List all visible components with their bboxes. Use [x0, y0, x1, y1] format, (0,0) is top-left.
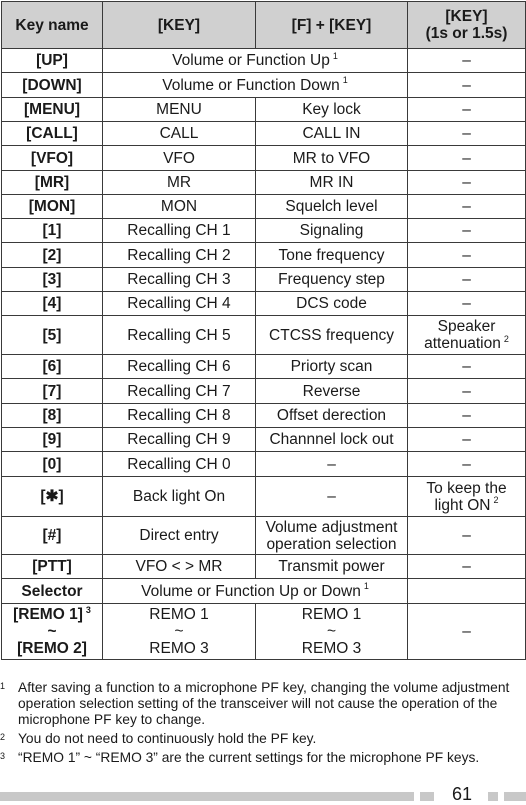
cell-text: Key lock [302, 101, 361, 118]
key-name-cell: [5] [2, 316, 103, 355]
table-row [2, 579, 526, 604]
key-function-cell: Direct entry [103, 517, 256, 555]
table-row [2, 292, 526, 316]
cell-text: Priorty scan [290, 358, 373, 375]
long-press-cell [408, 73, 526, 98]
key-function-cell: Recalling CH 9 [103, 428, 256, 452]
key-name-cell: [7] [2, 379, 103, 404]
footnote: 2 You do not need to continuously hold the PF key. [0, 731, 317, 746]
footnote-ref: 1 [342, 75, 348, 86]
cell-text: CALL IN [302, 125, 361, 142]
cell-text: – [462, 174, 471, 191]
cell-text: – [462, 52, 471, 69]
long-press-cell [408, 452, 526, 477]
cell-text: MR to VFO [292, 149, 371, 167]
cell-text: Squelch level [285, 198, 378, 215]
key-name-cell: [MENU] [2, 98, 103, 122]
key-function-cell: Recalling CH 1 [103, 219, 256, 243]
key-function-cell: MR [103, 171, 256, 195]
cell-text: REMO 3 [149, 640, 209, 657]
footnote-ref: 1 [332, 50, 338, 61]
cell-text: REMO 1 [301, 606, 362, 623]
footnote-ref: 2 [503, 333, 509, 344]
key-function-cell: Recalling CH 3 [103, 268, 256, 292]
f-key-function-cell [256, 195, 408, 219]
cell-text: – [462, 76, 471, 94]
key-function-cell: Back light On [103, 477, 256, 517]
cell-text: [REMO 2] [17, 640, 87, 657]
f-key-function-cell [256, 452, 408, 477]
cell-text: Volume or Function Down [162, 76, 340, 94]
key-function-cell [103, 579, 408, 604]
cell-text: operation selection [266, 535, 397, 553]
key-function-cell: Recalling CH 8 [103, 404, 256, 428]
cell-text: REMO 3 [301, 640, 362, 657]
table-row [2, 171, 526, 195]
cell-text: – [462, 382, 471, 400]
long-press-cell [408, 122, 526, 146]
f-key-function-cell [256, 477, 408, 517]
key-name-cell: [4] [2, 292, 103, 316]
cell-text: – [462, 149, 471, 167]
page-number: 61 [444, 784, 480, 804]
f-key-function-cell [256, 98, 408, 122]
footnote: 1 After saving a function to a microphone PF key, changing the volume adjustment operation selection setting of the transceiver will not cause the operation of the microphone PF key to change. [0, 680, 510, 727]
table-row [2, 243, 526, 268]
table-body [2, 49, 526, 660]
footer-bar [0, 792, 414, 801]
cell-text: – [462, 125, 471, 142]
cell-text: – [462, 558, 471, 575]
long-press-cell [408, 555, 526, 579]
key-name-cell: [MR] [2, 171, 103, 195]
table-row [2, 316, 526, 355]
footer-bar [488, 792, 498, 801]
key-function-cell: CALL [103, 122, 256, 146]
cell-text: Speaker [437, 318, 496, 335]
long-press-cell [408, 404, 526, 428]
key-name-cell: [2] [2, 243, 103, 268]
long-press-cell [408, 171, 526, 195]
key-function-cell: MON [103, 195, 256, 219]
table-header-row [2, 2, 526, 49]
cell-text: To keep the [426, 479, 507, 497]
long-press-cell [408, 195, 526, 219]
table-row [2, 517, 526, 555]
long-press-cell [408, 379, 526, 404]
f-key-function-cell [256, 268, 408, 292]
table-row [2, 452, 526, 477]
key-name-cell: [1] [2, 219, 103, 243]
cell-text: – [327, 488, 336, 505]
footnote-ref: 2 [493, 495, 499, 506]
cell-text: – [462, 271, 471, 288]
table-row [2, 219, 526, 243]
footnote: 3 “REMO 1” ~ “REMO 3” are the current settings for the microphone PF keys. [0, 750, 480, 765]
cell-text: Frequency step [278, 271, 385, 288]
long-press-cell [408, 292, 526, 316]
f-key-function-cell [256, 355, 408, 379]
long-press-cell [408, 219, 526, 243]
header-long-press: [KEY] (1s or 1.5s) [408, 2, 526, 49]
cell-text: [REMO 1] [13, 606, 83, 623]
key-function-cell [103, 49, 408, 73]
key-function-cell: MENU [103, 98, 256, 122]
long-press-cell [408, 355, 526, 379]
cell-text: ~ [47, 623, 57, 640]
long-press-cell: – [408, 604, 526, 660]
cell-text: – [327, 455, 336, 473]
table-row [2, 122, 526, 146]
key-name-cell: [PTT] [2, 555, 103, 579]
cell-text: – [462, 527, 471, 544]
cell-text: Channnel lock out [269, 431, 394, 448]
key-name-cell: [#] [2, 517, 103, 555]
key-name-cell: [MON] [2, 195, 103, 219]
long-press-cell [408, 477, 526, 517]
f-key-function-cell [256, 292, 408, 316]
key-name-cell: Selector [2, 579, 103, 604]
cell-text: – [462, 358, 471, 375]
long-press-cell [408, 428, 526, 452]
footer-bar [504, 792, 526, 801]
table-row [2, 555, 526, 579]
key-function-cell: VFO < > MR [103, 555, 256, 579]
key-name-cell: [DOWN] [2, 73, 103, 98]
f-key-function-cell [256, 404, 408, 428]
long-press-cell [408, 517, 526, 555]
cell-text: Reverse [302, 382, 361, 400]
table-row [2, 604, 526, 660]
key-function-cell [103, 604, 256, 660]
cell-text: attenuation [424, 335, 501, 352]
f-key-function-cell [256, 171, 408, 195]
key-name-cell: [CALL] [2, 122, 103, 146]
table-row [2, 73, 526, 98]
page-footer [0, 784, 526, 804]
header-f-key: [F] + [KEY] [256, 2, 408, 49]
key-name-cell: [3] [2, 268, 103, 292]
table-row [2, 404, 526, 428]
cell-text: Offset derection [276, 407, 387, 424]
long-press-cell [408, 243, 526, 268]
f-key-function-cell [256, 517, 408, 555]
long-press-cell [408, 146, 526, 171]
key-function-cell: Recalling CH 4 [103, 292, 256, 316]
key-name-cell: [9] [2, 428, 103, 452]
f-key-function-cell [256, 316, 408, 355]
table-row [2, 49, 526, 73]
key-function-cell: Recalling CH 0 [103, 452, 256, 477]
key-function-cell: Recalling CH 2 [103, 243, 256, 268]
header-key: [KEY] [103, 2, 256, 49]
long-press-cell [408, 579, 526, 604]
key-name-cell: [6] [2, 355, 103, 379]
table-row [2, 268, 526, 292]
footnote-ref: 3 [85, 604, 91, 615]
footnotes [0, 680, 526, 769]
key-function-cell [103, 73, 408, 98]
key-name-cell [2, 604, 103, 660]
table-row [2, 146, 526, 171]
footnote-ref: 1 [363, 581, 369, 592]
long-press-cell [408, 98, 526, 122]
f-key-function-cell [256, 379, 408, 404]
key-function-cell: Recalling CH 6 [103, 355, 256, 379]
cell-text: Volume adjustment [265, 518, 398, 536]
key-function-cell: Recalling CH 7 [103, 379, 256, 404]
cell-text: – [462, 198, 471, 215]
key-name-cell: [✱] [2, 477, 103, 517]
cell-text: – [462, 455, 471, 473]
table-row [2, 477, 526, 517]
cell-text: – [462, 431, 471, 448]
key-name-cell: [0] [2, 452, 103, 477]
cell-text: – [462, 222, 471, 239]
f-key-function-cell [256, 243, 408, 268]
cell-text: Volume or Function Up [172, 52, 330, 69]
cell-text: REMO 1 [149, 606, 209, 623]
cell-text: – [462, 295, 471, 312]
key-function-cell: Recalling CH 5 [103, 316, 256, 355]
cell-text: light ON [434, 496, 491, 514]
f-key-function-cell [256, 604, 408, 660]
table-row [2, 195, 526, 219]
cell-text: ~ [326, 623, 337, 640]
header-key-name: Key name [2, 2, 103, 49]
key-name-cell: [VFO] [2, 146, 103, 171]
cell-text: CTCSS frequency [269, 326, 394, 344]
cell-text: – [462, 246, 471, 264]
cell-text: Signaling [299, 222, 364, 239]
long-press-cell [408, 316, 526, 355]
key-name-cell: [UP] [2, 49, 103, 73]
pf-key-table [1, 1, 526, 660]
table-row [2, 428, 526, 452]
f-key-function-cell [256, 428, 408, 452]
long-press-cell [408, 49, 526, 73]
cell-text: – [462, 101, 471, 118]
cell-text: Transmit power [278, 558, 385, 575]
long-press-cell [408, 268, 526, 292]
f-key-function-cell [256, 555, 408, 579]
cell-text: DCS code [296, 295, 367, 312]
cell-text: MR IN [309, 174, 354, 191]
footer-bar [420, 792, 434, 801]
table-row [2, 355, 526, 379]
key-function-cell: VFO [103, 146, 256, 171]
cell-text: – [462, 407, 471, 424]
cell-text: Tone frequency [278, 246, 385, 264]
cell-text: Volume or Function Up or Down [141, 582, 361, 600]
f-key-function-cell [256, 122, 408, 146]
f-key-function-cell [256, 146, 408, 171]
table-row [2, 98, 526, 122]
key-name-cell: [8] [2, 404, 103, 428]
cell-text: ~ [174, 623, 184, 640]
table-row [2, 379, 526, 404]
f-key-function-cell [256, 219, 408, 243]
